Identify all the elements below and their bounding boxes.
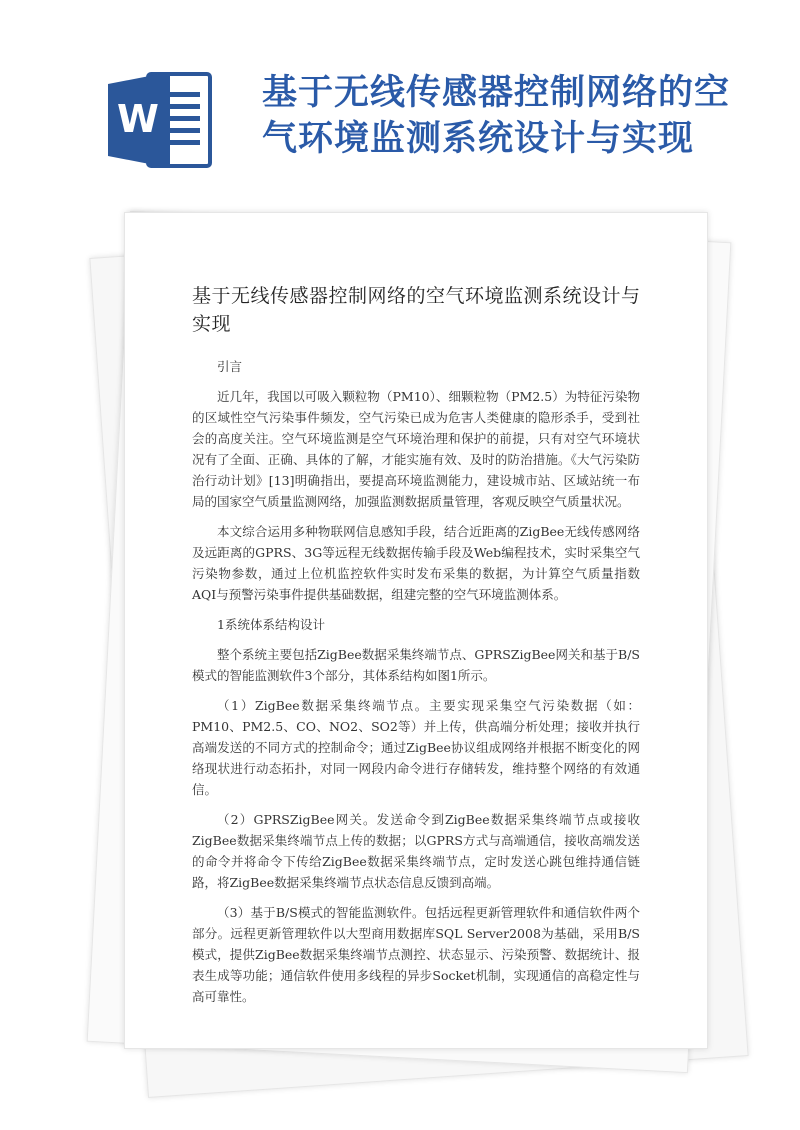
banner xyxy=(0,0,800,215)
paragraph: 本文综合运用多种物联网信息感知手段，结合近距离的ZigBee无线传感网络及远距离的GPRS、3G等远程无线数据传输手段及Web编程技术，实时采集空气污染物参数，通过上位机监控软件实时发布采集的数据，为计算空气质量指数AQI与预警污染事件提供基础数据，组建完整的空气环境监测体系。 xyxy=(192,524,640,602)
word-logo-letter: W xyxy=(117,97,159,141)
word-icon xyxy=(104,64,216,176)
paragraph: （1）ZigBee数据采集终端节点。主要实现采集空气污染数据（如：PM10、PM2.5、CO、NO2、SO2等）并上传，供高端分析处理；接收并执行高端发送的不同方式的控制命令；通过ZigBee协议组成网络并根据不断变化的网络现状进行动态拓扑，对同一网段内命令进行存储转发，维持整个网络的有效通信。 xyxy=(192,698,640,797)
document-title: 基于无线传感器控制网络的空气环境监测系统设计与实现 xyxy=(192,285,641,335)
section-heading-intro: 引言 xyxy=(217,359,243,374)
paragraph: 近几年，我国以可吸入颗粒物（PM10）、细颗粒物（PM2.5）为特征污染物的区域性空气污染事件频发，空气污染已成为危害人类健康的隐形杀手，受到社会的高度关注。空气环境监测是空气环境治理和保护的前提，只有对空气环境状况有了全面、正确、具体的了解，才能实施有效、及时的防治措施。《大气污染防治行动计划》[13]明确指出，要提高环境监测能力，建设城市站、区域站统一布局的国家空气质量监测网络，加强监测数据质量管理，客观反映空气质量状况。 xyxy=(192,389,640,509)
paragraph: 整个系统主要包括ZigBee数据采集终端节点、GPRSZigBee网关和基于B/S模式的智能监测软件3个部分，其体系结构如图1所示。 xyxy=(192,647,640,683)
section-heading-1: 1系统体系结构设计 xyxy=(217,617,325,632)
banner-title: 基于无线传感器控制网络的空气环境监测系统设计与实现 xyxy=(262,72,731,159)
document-body xyxy=(192,356,640,1016)
paragraph: （3）基于B/S模式的智能监测软件。包括远程更新管理软件和通信软件两个部分。远程更新管理软件以大型商用数据库SQL Server2008为基础，采用B/S模式，提供ZigBee数据采集终端节点测控、状态显示、污染预警、数据统计、报表生成等功能；通信软件使用多线程的异步Socket机制，实现通信的高稳定性与高可靠性。 xyxy=(192,905,640,1004)
paragraph: （2）GPRSZigBee网关。发送命令到ZigBee数据采集终端节点或接收ZigBee数据采集终端节点上传的数据；以GPRS方式与高端通信，接收高端发送的命令并将命令下传给ZigBee数据采集终端节点，定时发送心跳包维持通信链路，将ZigBee数据采集终端节点状态信息反馈到高端。 xyxy=(192,812,640,890)
